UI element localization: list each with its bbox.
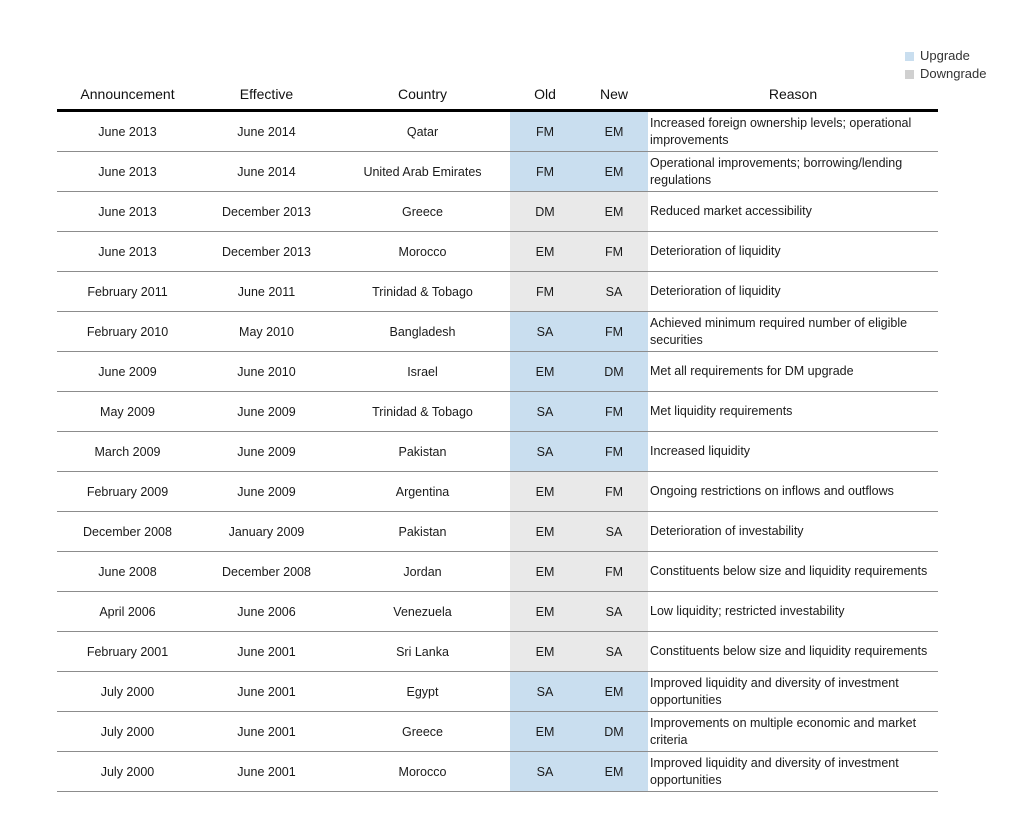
cell-country: Morocco	[335, 232, 510, 272]
cell-old: EM	[510, 552, 580, 592]
cell-announcement: June 2008	[57, 552, 198, 592]
cell-reason: Deterioration of liquidity	[648, 232, 938, 272]
cell-old: EM	[510, 592, 580, 632]
table-row	[57, 312, 938, 352]
cell-announcement: June 2009	[57, 352, 198, 392]
cell-announcement: May 2009	[57, 392, 198, 432]
cell-new: EM	[580, 672, 648, 712]
cell-announcement: June 2013	[57, 152, 198, 192]
cell-new: SA	[580, 632, 648, 672]
cell-reason: Constituents below size and liquidity requirements	[648, 552, 938, 592]
header-effective: Effective	[198, 78, 335, 111]
cell-reason: Improvements on multiple economic and market criteria	[648, 712, 938, 752]
cell-new: EM	[580, 152, 648, 192]
cell-reason: Constituents below size and liquidity requirements	[648, 632, 938, 672]
table-row	[57, 352, 938, 392]
cell-old: SA	[510, 392, 580, 432]
cell-country: Sri Lanka	[335, 632, 510, 672]
cell-new: SA	[580, 272, 648, 312]
legend-upgrade	[905, 47, 987, 65]
table-row	[57, 472, 938, 512]
cell-announcement: April 2006	[57, 592, 198, 632]
cell-country: Trinidad & Tobago	[335, 392, 510, 432]
cell-country: Argentina	[335, 472, 510, 512]
cell-country: Greece	[335, 192, 510, 232]
cell-effective: May 2010	[198, 312, 335, 352]
cell-effective: June 2001	[198, 632, 335, 672]
cell-effective: June 2006	[198, 592, 335, 632]
cell-country: Jordan	[335, 552, 510, 592]
cell-reason: Improved liquidity and diversity of investment opportunities	[648, 752, 938, 792]
cell-reason: Operational improvements; borrowing/lending regulations	[648, 152, 938, 192]
header-announcement: Announcement	[57, 78, 198, 111]
cell-old: DM	[510, 192, 580, 232]
cell-effective: June 2011	[198, 272, 335, 312]
cell-reason: Reduced market accessibility	[648, 192, 938, 232]
cell-country: Bangladesh	[335, 312, 510, 352]
cell-old: SA	[510, 672, 580, 712]
cell-old: EM	[510, 232, 580, 272]
cell-reason: Increased foreign ownership levels; operational improvements	[648, 111, 938, 152]
cell-country: Morocco	[335, 752, 510, 792]
header-reason: Reason	[648, 78, 938, 111]
cell-reason: Low liquidity; restricted investability	[648, 592, 938, 632]
legend-upgrade-label: Upgrade	[920, 48, 970, 63]
cell-new: FM	[580, 312, 648, 352]
cell-new: FM	[580, 552, 648, 592]
cell-effective: June 2014	[198, 111, 335, 152]
table-row	[57, 272, 938, 312]
cell-reason: Met liquidity requirements	[648, 392, 938, 432]
header-old: Old	[510, 78, 580, 111]
table-row	[57, 432, 938, 472]
cell-effective: June 2009	[198, 472, 335, 512]
cell-country: Greece	[335, 712, 510, 752]
cell-new: EM	[580, 111, 648, 152]
cell-country: Pakistan	[335, 512, 510, 552]
table-row	[57, 392, 938, 432]
cell-country: Qatar	[335, 111, 510, 152]
cell-old: FM	[510, 111, 580, 152]
upgrade-swatch	[905, 52, 914, 61]
cell-new: FM	[580, 232, 648, 272]
table-row	[57, 192, 938, 232]
table-row	[57, 752, 938, 792]
cell-country: Venezuela	[335, 592, 510, 632]
cell-announcement: June 2013	[57, 111, 198, 152]
cell-announcement: February 2001	[57, 632, 198, 672]
cell-effective: December 2008	[198, 552, 335, 592]
table-body	[57, 111, 938, 792]
table-row	[57, 232, 938, 272]
cell-old: FM	[510, 272, 580, 312]
table-row	[57, 152, 938, 192]
cell-new: FM	[580, 392, 648, 432]
cell-effective: January 2009	[198, 512, 335, 552]
cell-new: DM	[580, 712, 648, 752]
cell-effective: June 2009	[198, 392, 335, 432]
reclassification-table	[57, 78, 938, 792]
cell-reason: Improved liquidity and diversity of investment opportunities	[648, 672, 938, 712]
cell-effective: June 2001	[198, 712, 335, 752]
table-row	[57, 672, 938, 712]
table-row	[57, 632, 938, 672]
cell-announcement: February 2010	[57, 312, 198, 352]
cell-announcement: July 2000	[57, 752, 198, 792]
cell-announcement: December 2008	[57, 512, 198, 552]
cell-effective: June 2010	[198, 352, 335, 392]
cell-old: SA	[510, 312, 580, 352]
cell-old: EM	[510, 712, 580, 752]
cell-country: Egypt	[335, 672, 510, 712]
table-row	[57, 712, 938, 752]
table-row	[57, 111, 938, 152]
cell-effective: June 2001	[198, 672, 335, 712]
cell-effective: June 2009	[198, 432, 335, 472]
cell-old: EM	[510, 352, 580, 392]
cell-announcement: July 2000	[57, 672, 198, 712]
cell-reason: Ongoing restrictions on inflows and outflows	[648, 472, 938, 512]
cell-effective: June 2001	[198, 752, 335, 792]
table-row	[57, 512, 938, 552]
cell-effective: December 2013	[198, 192, 335, 232]
cell-old: SA	[510, 432, 580, 472]
cell-effective: June 2014	[198, 152, 335, 192]
cell-old: EM	[510, 632, 580, 672]
cell-reason: Increased liquidity	[648, 432, 938, 472]
cell-country: United Arab Emirates	[335, 152, 510, 192]
cell-announcement: July 2000	[57, 712, 198, 752]
table-row	[57, 552, 938, 592]
cell-old: EM	[510, 512, 580, 552]
cell-announcement: June 2013	[57, 192, 198, 232]
cell-new: EM	[580, 192, 648, 232]
cell-new: SA	[580, 512, 648, 552]
cell-country: Israel	[335, 352, 510, 392]
header-country: Country	[335, 78, 510, 111]
cell-announcement: February 2011	[57, 272, 198, 312]
cell-reason: Achieved minimum required number of eligible securities	[648, 312, 938, 352]
cell-reason: Met all requirements for DM upgrade	[648, 352, 938, 392]
header-new: New	[580, 78, 648, 111]
cell-new: FM	[580, 472, 648, 512]
cell-old: EM	[510, 472, 580, 512]
cell-announcement: March 2009	[57, 432, 198, 472]
cell-effective: December 2013	[198, 232, 335, 272]
cell-new: FM	[580, 432, 648, 472]
cell-old: FM	[510, 152, 580, 192]
cell-reason: Deterioration of investability	[648, 512, 938, 552]
cell-country: Pakistan	[335, 432, 510, 472]
cell-country: Trinidad & Tobago	[335, 272, 510, 312]
cell-announcement: February 2009	[57, 472, 198, 512]
cell-announcement: June 2013	[57, 232, 198, 272]
table-header-row	[57, 78, 938, 111]
cell-new: SA	[580, 592, 648, 632]
cell-reason: Deterioration of liquidity	[648, 272, 938, 312]
table-row	[57, 592, 938, 632]
cell-new: EM	[580, 752, 648, 792]
legend-downgrade-label: Downgrade	[920, 66, 987, 81]
cell-old: SA	[510, 752, 580, 792]
cell-new: DM	[580, 352, 648, 392]
